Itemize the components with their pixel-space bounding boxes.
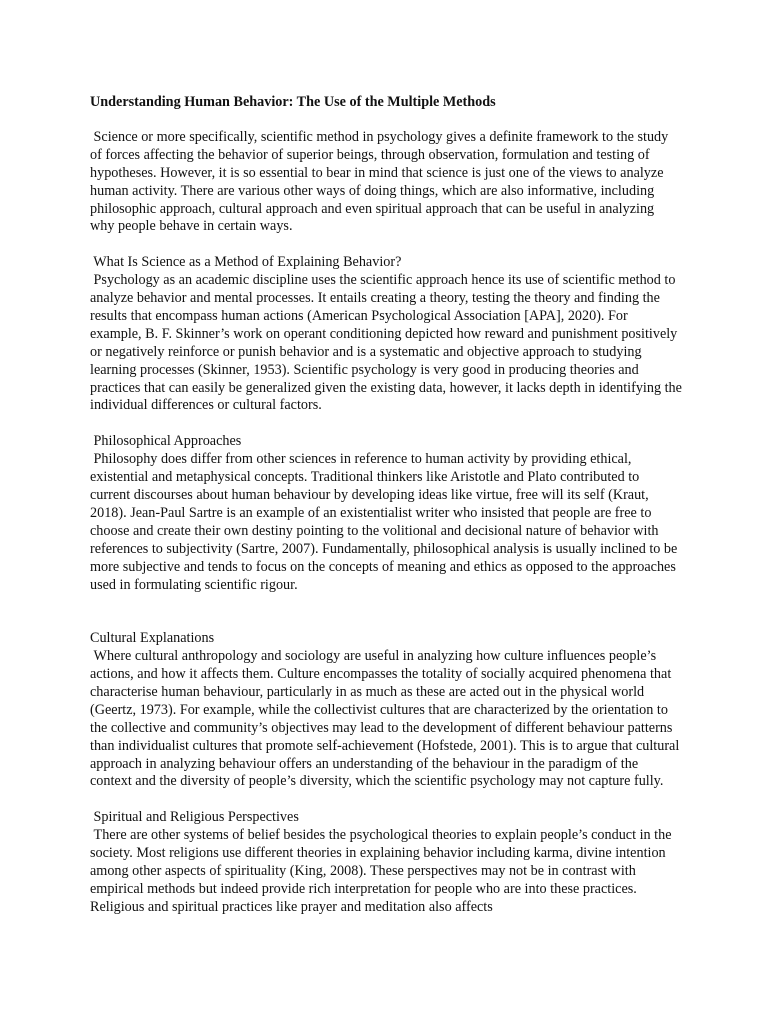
section-body-science: Psychology as an academic discipline uses the scientific approach hence its use of scientific method to analyze behavior and mental processes. It entails creating a theory, testing the theory and finding the results that encompass human actions (American Psychological Association [APA], 2020). For example, B. F. Skinner’s work on operant conditioning depicted how reward and punishment positively or negatively reinforce or punish behavior and is a systematic and objective approach to studying learning processes (Skinner, 1953). Scientific psychology is very good in producing theories and practices that can easily be generalized given the existing data, however, it lacks depth in identifying the individual differences or cultural factors.: [90, 272, 686, 414]
document-title: Understanding Human Behavior: The Use of the Multiple Methods: [90, 94, 496, 110]
section-heading-science: What Is Science as a Method of Explaining Behavior?: [90, 254, 402, 271]
document-page: [90, 94, 686, 917]
section-heading-cultural: Cultural Explanations: [90, 630, 215, 647]
section-heading-philosophical: Philosophical Approaches: [90, 433, 242, 450]
section-body-spiritual: There are other systems of belief besides the psychological theories to explain people’s conduct in the society. Most religions use different theories in explaining behavior including karma, divine intention among other aspects of spirituality (King, 2008). These perspectives may not be in contrast with empirical methods but indeed provide rich interpretation for people who are into these practices. Religious and spiritual practices like prayer and meditation also affects: [90, 827, 676, 915]
section-heading-spiritual: Spiritual and Religious Perspectives: [90, 809, 299, 826]
intro-paragraph: Science or more specifically, scientific method in psychology gives a definite framework to the study of forces affecting the behavior of superior beings, through observation, formulation and testing of hypotheses. However, it is so essential to bear in mind that science is just one of the views to analyze human activity. There are various other ways of doing things, which are also informative, including philosophic approach, cultural approach and even spiritual approach that can be useful in analyzing why people behave in certain ways.: [90, 128, 672, 235]
section-body-cultural: Where cultural anthropology and sociology are useful in analyzing how culture influences people’s actions, and how it affects them. Culture encompasses the totality of socially acquired phenomena that characterise human behaviour, particularly in as much as these are acted out in the physical world (Geertz, 1973). For example, while the collectivist cultures that are characterized by the orientation to the collective and community’s objectives may lead to the development of different behaviour patterns than individualist cultures that promote self-achievement (Hofstede, 2001). This is to argue that cultural approach in analyzing behaviour offers an understanding of the behaviour in the paradigm of the context and the diversity of people’s diversity, which the scientific psychology may not capture fully.: [90, 648, 683, 790]
spacer: [90, 594, 682, 630]
spacer: [90, 791, 682, 809]
spacer: [90, 236, 682, 254]
spacer: [90, 415, 682, 433]
section-body-philosophical: Philosophy does differ from other sciences in reference to human activity by providing ethical, existential and metaphysical concepts. Traditional thinkers like Aristotle and Plato contributed to current discourses about human behaviour by developing ideas like virtue, free will its self (Kraut, 2018). Jean-Paul Sartre is an example of an existentialist writer who insisted that people are free to choose and create their own destiny pointing to the volitional and decisional nature of behavior with references to subjectivity (Sartre, 2007). Fundamentally, philosophical analysis is usually inclined to be more subjective and tends to focus on the concepts of meaning and ethics as opposed to the approaches used in formulating scientific rigour.: [90, 451, 681, 593]
